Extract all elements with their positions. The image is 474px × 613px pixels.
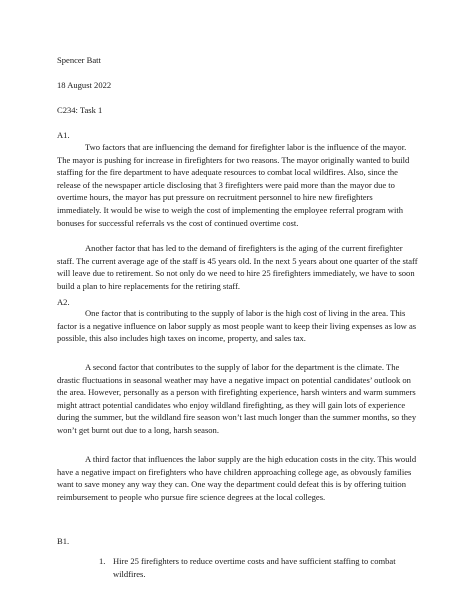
list-item-text: Hire 25 firefighters to reduce overtime costs and have sufficient staffing to combat wildfires. (113, 556, 396, 579)
document-date: 18 August 2022 (57, 80, 112, 90)
paragraph-a2-climate: A second factor that contributes to the supply of labor for the department is the climate. The drastic fluctuations in seasonal weather may have a negative impact on potential candidates’ outlook on the area. However, personally as a person with firefighting experience, harsh winters and warm summers might attract potential candidates who enjoy wildland firefighting, as they will gain lots of experience during the summer, but the wildland fire season won’t last much longer than the summer months, so they won’t get burnt out due to a long, harsh season. (57, 362, 417, 435)
course-title: C234: Task 1 (57, 105, 103, 115)
section-a1-body (57, 141, 419, 229)
section-heading-b1: B1. (57, 536, 70, 546)
author-name: Spencer Batt (57, 55, 101, 65)
section-a1-body-2 (57, 242, 419, 292)
paragraph-a1-aging-staff: Another factor that has led to the demand of firefighters is the aging of the current firefighter staff. The current average age of the staff is 45 years old. In the next 5 years about one quarter of the staff will leave due to retirement. So not only do we need to hire 25 firefighters immediately, we have to soon build a plan to hire replacements for the retiring staff. (57, 243, 418, 291)
section-a2-body-3 (57, 453, 419, 503)
section-a2-body-2 (57, 361, 419, 437)
section-a2-body (57, 307, 419, 345)
section-heading-a2: A2. (57, 297, 70, 307)
list-item-number: 1. (99, 556, 106, 566)
paragraph-a2-education-costs: A third factor that influences the labor supply are the high education costs in the city. This would have a negative impact on firefighters who have children approaching college age, as obvously families want to save money any way they can. One way the department could defeat this is by offering tuition reimbursement to people who pursue fire science degrees at the local colleges. (57, 454, 417, 502)
paragraph-a2-cost-of-living: One factor that is contributing to the supply of labor is the high cost of living in the area. This factor is a negative influence on labor supply as most people want to keep their living expenses as low as possible, this also includes high taxes on income, property, and sales tax. (57, 308, 417, 344)
section-heading-a1: A1. (57, 130, 70, 140)
paragraph-a1-demand-mayor: Two factors that are influencing the demand for firefighter labor is the influence of the mayor. The mayor is pushing for increase in firefighters for two reasons. The mayor originally wanted to build staffing for the fire department to have adequate resources to combat local wildfires. Also, since the release of the newspaper article disclosing that 3 firefighters were paid more than the mayor due to overtime hours, the mayor has put pressure on recruitment personnel to hire new firefighters immediately. It would be wise to weigh the cost of implementing the employee referral program with bonuses for successful referrals vs the cost of continued overtime cost. (57, 142, 410, 228)
list-item (99, 555, 421, 580)
